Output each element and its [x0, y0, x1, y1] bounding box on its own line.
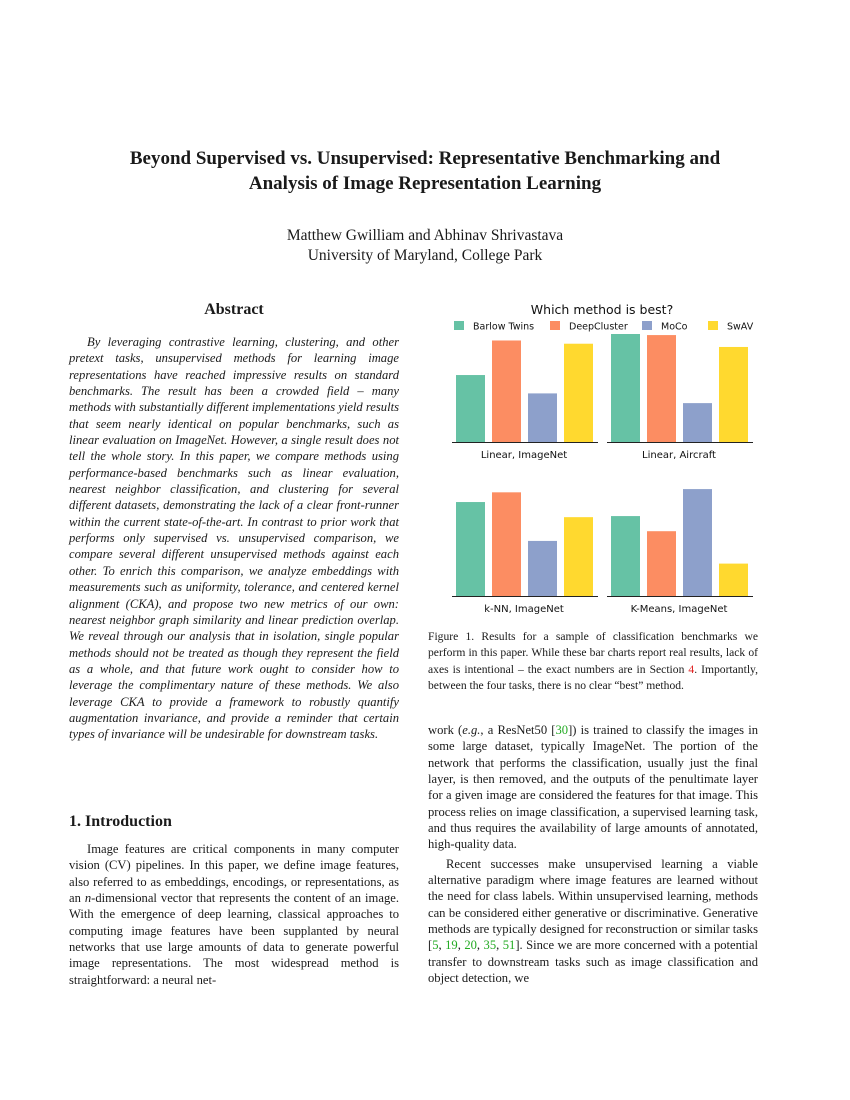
- panel-label: Linear, ImageNet: [480, 450, 568, 461]
- bar: [564, 344, 593, 442]
- bar: [647, 531, 676, 596]
- text: ]. Since we are more concerned with a potential transfer to downstream tasks such as image classification and object detection, we: [428, 938, 759, 986]
- legend-swatch: [642, 321, 652, 330]
- legend-label: SwAV: [727, 321, 754, 333]
- text: work (: [428, 723, 463, 737]
- abstract-text: By leveraging contrastive learning, clustering, and other pretext tasks, unsupervised methods for learning image representations have reached impressive results on standard benchmarks. The result has been a crowded field – many methods with substantially different implementations yield results that seem nearly identical on popular benchmarks, such as linear evaluation on ImageNet. However, a single result does not tell the whole story. In this paper, we compare methods using performance-based benchmarks such as linear evaluation, nearest neighbor classification, and clustering for several different datasets, demonstrating the lack of a clear front-runner within the current state-of-the-art. In contrast to prior work that performs only supervised vs. unsupervised comparison, we compare several different unsupervised methods against each other. To enrich this comparison, we analyze embeddings with measurements such as uniformity, tolerance, and centered kernel alignment (CKA), and propose two new metrics of our own: nearest neighbor graph similarity and linear prediction overlap. We reveal through our analysis that in isolation, single popular methods should not be treated as though they represent the field as a whole, and that future work ought to consider how to leverage the complimentary nature of these methods. We also leverage CKA to provide a framework to robustly quantify augmentation invariance, and provide a reminder that certain types of invariance will be undesirable for downstream tasks.: [69, 335, 399, 742]
- paragraph-1: [428, 722, 758, 853]
- bar: [719, 347, 748, 442]
- panel-label: k-NN, ImageNet: [484, 604, 564, 615]
- authors: Matthew Gwilliam and Abhinav Shrivastava: [286, 227, 564, 244]
- paragraph-2: [428, 856, 758, 987]
- bar: [647, 335, 676, 442]
- legend-swatch: [708, 321, 718, 330]
- citation-link[interactable]: 35: [483, 938, 497, 953]
- bar: [492, 340, 521, 442]
- bar: [683, 489, 712, 596]
- intro-n-variable: n: [84, 891, 92, 906]
- citation-link[interactable]: 30: [555, 723, 569, 737]
- text: ]) is trained to classify the images in some large dataset, typically ImageNet. The portion of the network that performs the classification, usually just the final layer, is then removed, and the outputs of the penultimate layer for a given image are considered the features for that image. This process relies on image classification, a supervised learning task, and thus requires the availability of large amounts of annotated, high-quality data.: [428, 723, 758, 852]
- legend-swatch: [550, 321, 560, 330]
- bar: [719, 564, 748, 596]
- sep: ,: [438, 938, 446, 953]
- affiliation: University of Maryland, College Park: [307, 247, 543, 264]
- bar: [456, 375, 485, 442]
- intro-text-a: Image features are critical components in many computer vision (CV) pipelines. In this paper, we define image features, also referred to as embeddings, encodings, or representations, as an: [69, 842, 399, 906]
- bar: [683, 403, 712, 442]
- figure-1-chart: [428, 300, 760, 620]
- bar: [611, 516, 640, 596]
- text: , a ResNet50 [: [480, 723, 556, 737]
- paper-title: [60, 146, 790, 196]
- intro-paragraph: [69, 841, 399, 988]
- intro-text-b: -dimensional vector that represents the content of an image. With the emergence of deep learning, classical approaches to computing image features have been supplanted by neural networks that use large amounts of data to generate powerful image representations. The most widespread method is straightforward: a neural net-: [69, 891, 399, 987]
- text: Recent successes make unsupervised learning a viable alternative paradigm where image features are learned without the need for class labels. Within unsupervised learning, methods can be considered either generative or discriminative. Generative methods are typically designed for reconstruction or similar tasks [: [428, 856, 758, 953]
- caption-text-b: . Importantly, between the four tasks, there is no clear “best” method.: [428, 662, 758, 693]
- bar: [528, 541, 557, 596]
- legend-swatch: [454, 321, 464, 330]
- figure-caption: [428, 629, 758, 695]
- sep: ,: [496, 938, 503, 953]
- citation-link[interactable]: 5: [432, 938, 439, 953]
- bar: [492, 492, 521, 596]
- legend-label: DeepCluster: [569, 321, 628, 333]
- sep: ,: [457, 938, 465, 953]
- citation-link[interactable]: 51: [502, 938, 516, 953]
- citation-link[interactable]: 20: [464, 938, 477, 953]
- title-line-2: Analysis of Image Representation Learning: [248, 173, 602, 194]
- legend-label: Barlow Twins: [473, 321, 535, 333]
- author-block: [60, 226, 790, 266]
- chart-title: Which method is best?: [530, 302, 674, 317]
- title-line-1: Beyond Supervised vs. Unsupervised: Representative Benchmarking and: [129, 148, 721, 169]
- intro-text: [69, 841, 399, 988]
- abstract-heading: Abstract: [204, 301, 264, 318]
- caption-text-a: Figure 1. Results for a sample of classification benchmarks we perform in this paper. While these bar charts report real results, lack of axes is intentional – the exact numbers are in Section: [428, 630, 758, 676]
- legend-label: MoCo: [661, 321, 688, 333]
- bar: [611, 334, 640, 442]
- eg-text: e.g.: [462, 723, 481, 737]
- bar: [456, 502, 485, 596]
- intro-heading: 1. Introduction: [69, 813, 172, 830]
- panel-label: Linear, Aircraft: [642, 450, 716, 461]
- citation-link[interactable]: 19: [445, 938, 458, 953]
- panel-label: K-Means, ImageNet: [630, 604, 728, 615]
- sep: ,: [476, 938, 484, 953]
- right-column-text: [428, 722, 758, 987]
- bar: [564, 517, 593, 596]
- bar: [528, 393, 557, 442]
- section-link[interactable]: 4: [688, 662, 695, 676]
